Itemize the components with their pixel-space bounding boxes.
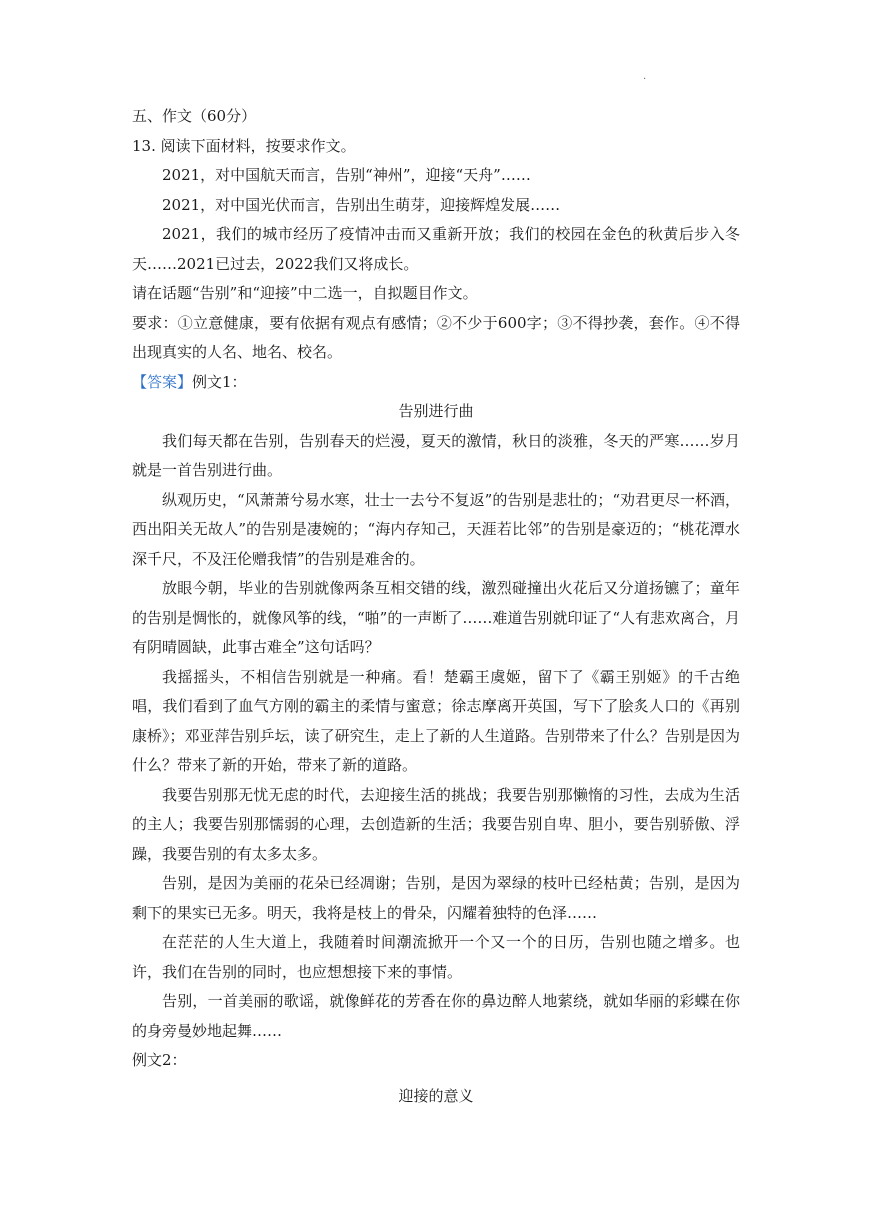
essay-title: 迎接的意义 xyxy=(398,1086,474,1105)
essay-title: 告别进行曲 xyxy=(398,402,474,420)
answer-tag: 【答案】 xyxy=(132,372,193,391)
material-paragraph: 2021，我们的城市经历了疫情冲击而又重新开放；我们的校园在金色的秋黄后步入冬天……2021已过去，2022我们又将成长。 xyxy=(132,225,740,273)
essay-paragraph: 在茫茫的人生大道上，我随着时间潮流掀开一个又一个的日历，告别也随之增多。也许，我们在告别的同时，也应想想接下来的事情。 xyxy=(132,933,740,981)
instruction: 请在话题“告别”和“迎接”中二选一，自拟题目作文。 xyxy=(132,284,478,302)
example-label: 例文2： xyxy=(132,1051,187,1069)
section-title: 五、作文（60分） xyxy=(132,107,257,125)
requirement: 要求：①立意健康，要有依据有观点有感情；②不少于600字；③不得抄袭，套作。④不得出现真实的人名、地名、校名。 xyxy=(132,313,740,361)
essay-paragraph: 放眼今朝，毕业的告别就像两条互相交错的线，激烈碰撞出火花后又分道扬镳了；童年的告别是惆怅的，就像风筝的线，“啪”的一声断了……难道告别就印证了“人有悲欢离合，月有阴晴圆缺，此事古难全”这句话吗？ xyxy=(132,579,741,656)
corner-mark: · xyxy=(643,74,647,85)
document-page xyxy=(132,102,740,1111)
material-line: 2021，对中国航天而言，告别“神州”，迎接“天舟”…… xyxy=(162,166,531,184)
answer-header xyxy=(132,368,740,398)
essay-paragraph: 纵观历史，“风萧萧兮易水寒，壮士一去兮不复返”的告别是悲壮的；“劝君更尽一杯酒，西出阳关无故人”的告别是凄婉的；“海内存知己，天涯若比邻”的告别是豪迈的；“桃花潭水深千尺，不及汪伦赠我情”的告别是难舍的。 xyxy=(132,490,741,568)
essay-paragraph: 我要告别那无忧无虑的时代，去迎接生活的挑战；我要告别那懒惰的习性，去成为生活的主人；我要告别那懦弱的心理，去创造新的生活；我要告别自卑、胆小，要告别骄傲、浮躁，我要告别的有太多太多。 xyxy=(132,785,740,863)
essay-paragraph: 我们每天都在告别，告别春天的烂漫，夏天的激情，秋日的淡雅，冬天的严寒……岁月就是一首告别进行曲。 xyxy=(132,431,740,479)
essay-paragraph: 告别，一首美丽的歌谣，就像鲜花的芳香在你的鼻边醉人地萦绕，就如华丽的彩蝶在你的身旁曼妙地起舞…… xyxy=(132,992,740,1040)
question-prompt: 13. 阅读下面材料，按要求作文。 xyxy=(132,136,356,155)
example-label: 例文1： xyxy=(192,372,247,391)
essay-paragraph: 告别，是因为美丽的花朵已经凋谢；告别，是因为翠绿的枝叶已经枯黄；告别，是因为剩下的果实已无多。明天，我将是枝上的骨朵，闪耀着独特的色泽…… xyxy=(132,874,740,922)
essay-paragraph: 我摇摇头，不相信告别就是一种痛。看！楚霸王虞姬，留下了《霸王别姬》的千古绝唱，我们看到了血气方刚的霸主的柔情与蜜意；徐志摩离开英国，写下了脍炙人口的《再别康桥》；邓亚萍告别乒坛，读了研究生，走上了新的人生道路。告别带来了什么？告别是因为什么？带来了新的开始，带来了新的道路。 xyxy=(132,667,740,774)
material-line: 2021，对中国光伏而言，告别出生萌芽，迎接辉煌发展…… xyxy=(162,195,561,214)
